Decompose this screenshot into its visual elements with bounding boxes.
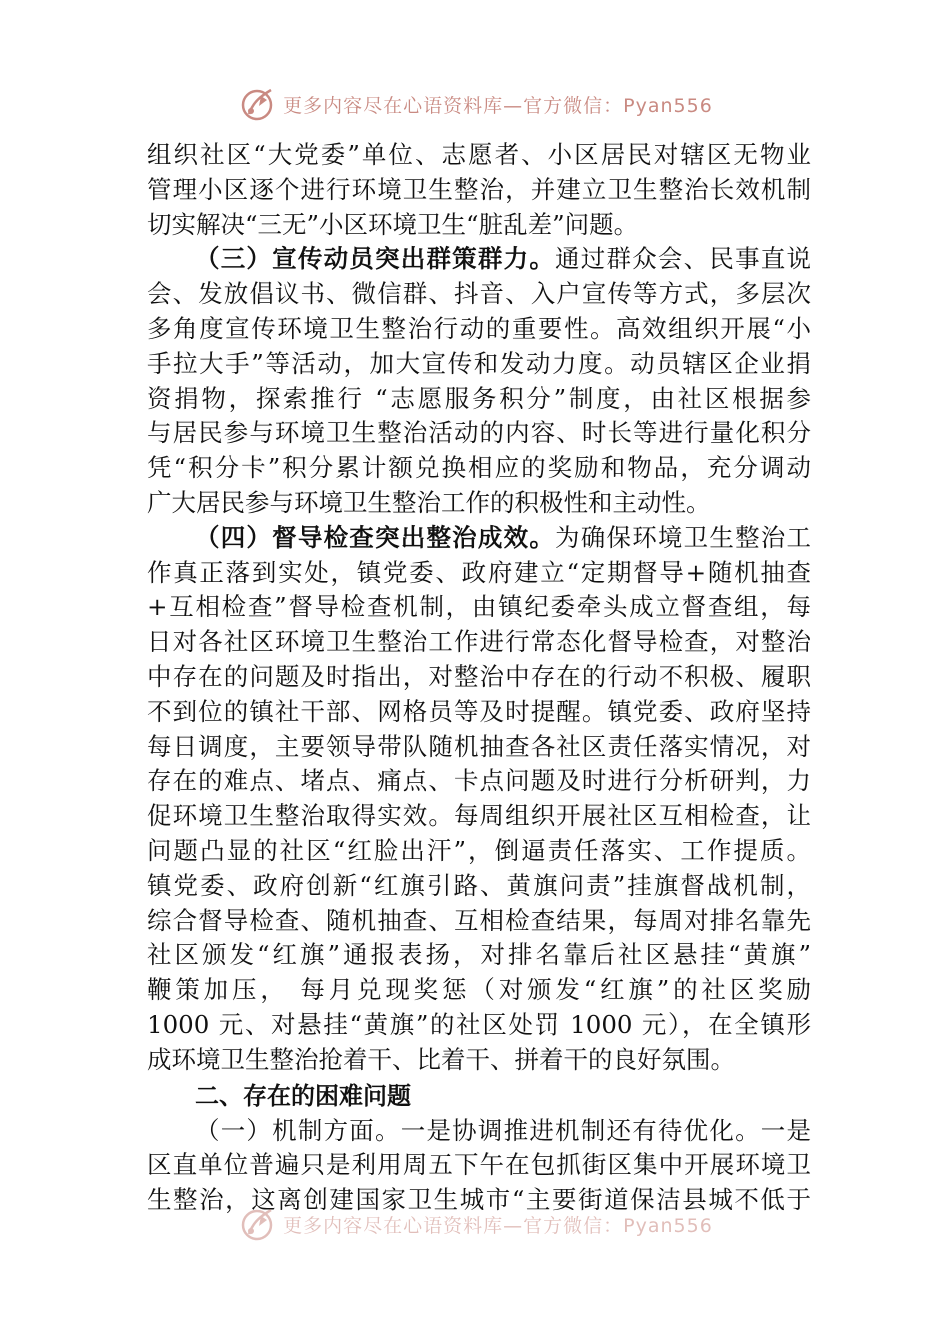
text-line: 中存在的问题及时指出，对整治中存在的行动不积极、履职 [147,661,811,691]
text-line: 1000 元、对悬挂“黄旗”的社区处罚 1000 元），在全镇形 [147,1009,811,1039]
paragraph-3 [147,521,811,1078]
text-span: 为确保环境卫生整治工 [555,522,812,552]
text-line: 作真正落到实处，镇党委、政府建立“定期督导+随机抽查 [147,557,811,587]
paragraph-1 [147,138,811,242]
text-line: 日对各社区环境卫生整治工作进行常态化督导检查，对整治 [147,627,811,657]
text-line: 镇党委、政府创新“红旗引路、黄旗问责”挂旗督战机制， [147,870,811,900]
text-line: 鞭策加压， 每月兑现奖惩（对颁发“红旗”的社区奖励 [147,975,811,1005]
paragraph-title: （三）宣传动员突出群策群力。 [195,244,556,274]
text-line: 切实解决“三无”小区环境卫生“脏乱差”问题。 [147,209,639,239]
text-line [147,521,811,556]
watermark-footer [0,1202,950,1246]
text-line: 会、发放倡议书、微信群、抖音、入户宣传等方式，多层次 [147,279,811,309]
paragraph-2 [147,242,811,520]
text-line: 手拉大手”等活动，加大宣传和发动力度。动员辖区企业捐 [147,348,811,378]
text-line: 资捐物，探索推行 “志愿服务积分”制度，由社区根据参 [147,383,811,413]
watermark-logo-icon [237,84,277,124]
text-line: 凭“积分卡”积分累计额兑换相应的奖励和物品，充分调动 [147,453,811,483]
text-line: 问题凸显的社区“红脸出汗”，倒逼责任落实、工作提质。 [147,835,811,865]
text-line [147,242,811,277]
text-line: 每日调度，主要领导带队随机抽查各社区责任落实情况，对 [147,731,811,761]
text-line: 与居民参与环境卫生整治活动的内容、时长等进行量化积分 [147,418,811,448]
section-heading: 二、存在的困难问题 [195,1081,411,1110]
text-span: 通过群众会、民事直说 [555,244,812,274]
text-line: 存在的难点、堵点、痛点、卡点问题及时进行分析研判，力 [147,766,811,796]
watermark-logo-icon [237,1204,277,1244]
document-body [147,138,811,1218]
text-line: （一）机制方面。一是协调推进机制还有待优化。一是 [195,1115,811,1145]
text-line: 组织社区“大党委”单位、志愿者、小区居民对辖区无物业 [147,140,811,169]
text-line: 多角度宣传环境卫生整治行动的重要性。高效组织开展“小 [147,313,811,343]
watermark-text: 更多内容尽在心语资料库—官方微信：Pyan556 [283,1214,713,1237]
watermark-header [0,82,950,126]
text-line: 社区颁发“红旗”通报表扬，对排名靠后社区悬挂“黄旗” [147,940,811,970]
text-line: 综合督导检查、随机抽查、互相检查结果，每周对排名靠先 [147,905,811,935]
text-line: 促环境卫生整治取得实效。每周组织开展社区互相检查，让 [147,801,811,831]
paragraph-title: （四）督导检查突出整治成效。 [195,522,556,552]
text-line: +互相检查”督导检查机制，由镇纪委牵头成立督查组，每 [147,592,811,622]
watermark-text: 更多内容尽在心语资料库—官方微信：Pyan556 [283,94,713,117]
text-line: 管理小区逐个进行环境卫生整治，并建立卫生整治长效机制 [147,174,811,204]
text-line: 不到位的镇社干部、网格员等及时提醒。镇党委、政府坚持 [147,696,811,726]
text-line: 成环境卫生整治抢着干、比着干、拼着干的良好氛围。 [147,1044,735,1074]
text-line: 区直单位普遍只是利用周五下午在包抓街区集中开展环境卫 [147,1150,811,1180]
text-line: 广大居民参与环境卫生整治工作的积极性和主动性。 [147,487,711,517]
text-line: 生整治，这离创建国家卫生城市“主要街道保洁县城不低于 [147,1185,811,1215]
